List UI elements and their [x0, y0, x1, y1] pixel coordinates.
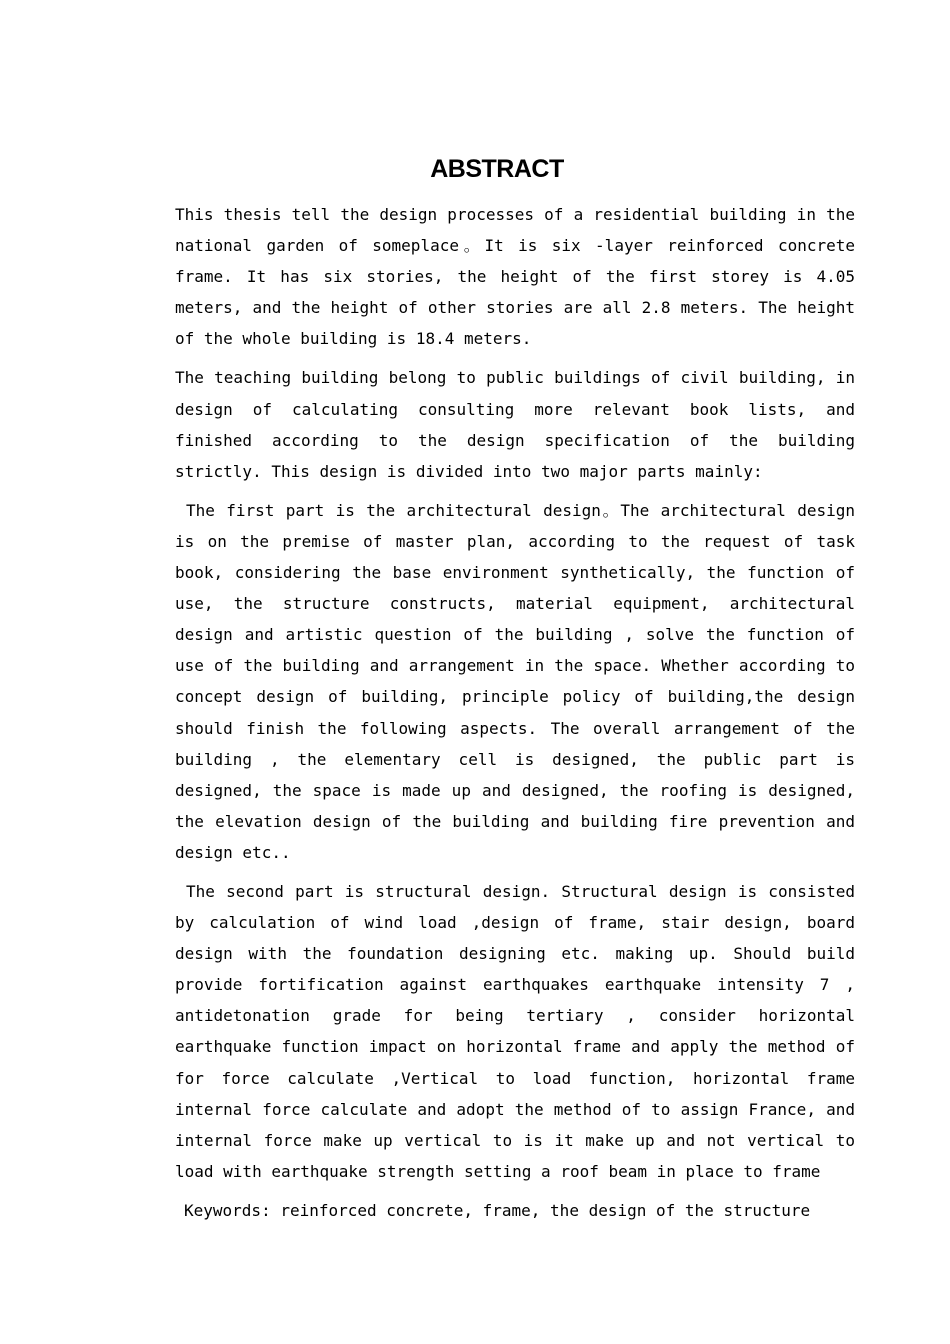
abstract-paragraph-3: The first part is the architectural design。The architectural design is on the premise of master plan, according to the request of task book, considering the base environment synthetically, the function of use, the structure constructs, material equipment, architectural design and artistic question of the building , solve the function of use of the building and arrangement in the space. Whether according to concept design of building, principle policy of building,the design should finish the following aspects. The overall arrangement of the building , the elementary cell is designed, the public part is designed, the space is made up and designed, the roofing is designed, the elevation design of the building and building fire prevention and design etc.. [175, 500, 855, 862]
abstract-paragraph-1: This thesis tell the design processes of a residential building in the national garden of someplace。It is six -layer reinforced concrete frame. It has six stories, the height of the first storey is 4.05 meters, and the height of other stories are all 2.8 meters. The height of the whole building is 18.4 meters. [175, 205, 855, 349]
abstract-body [175, 199, 855, 1226]
abstract-title: ABSTRACT [430, 155, 564, 183]
abstract-paragraph-4: The second part is structural design. Structural design is consisted by calculation of wind load ,design of frame, stair design, board design with the foundation designing etc. making up. Should build provide fortification against earthquakes earthquake intensity 7 , antidetonation grade for being tertiary , consider horizontal earthquake function impact on horizontal frame and apply the method of for force calculate ,Vertical to load function, horizontal frame internal force calculate and adopt the method of to assign France, and internal force make up vertical to is it make up and not vertical to load with earthquake strength setting a roof beam in place to frame [175, 881, 855, 1181]
keywords-line: Keywords: reinforced concrete, frame, the design of the structure [184, 1200, 811, 1220]
abstract-paragraph-2: The teaching building belong to public buildings of civil building, in design of calculating consulting more relevant book lists, and finished according to the design specification of the building strictly. This design is divided into two major parts mainly: [175, 368, 855, 481]
